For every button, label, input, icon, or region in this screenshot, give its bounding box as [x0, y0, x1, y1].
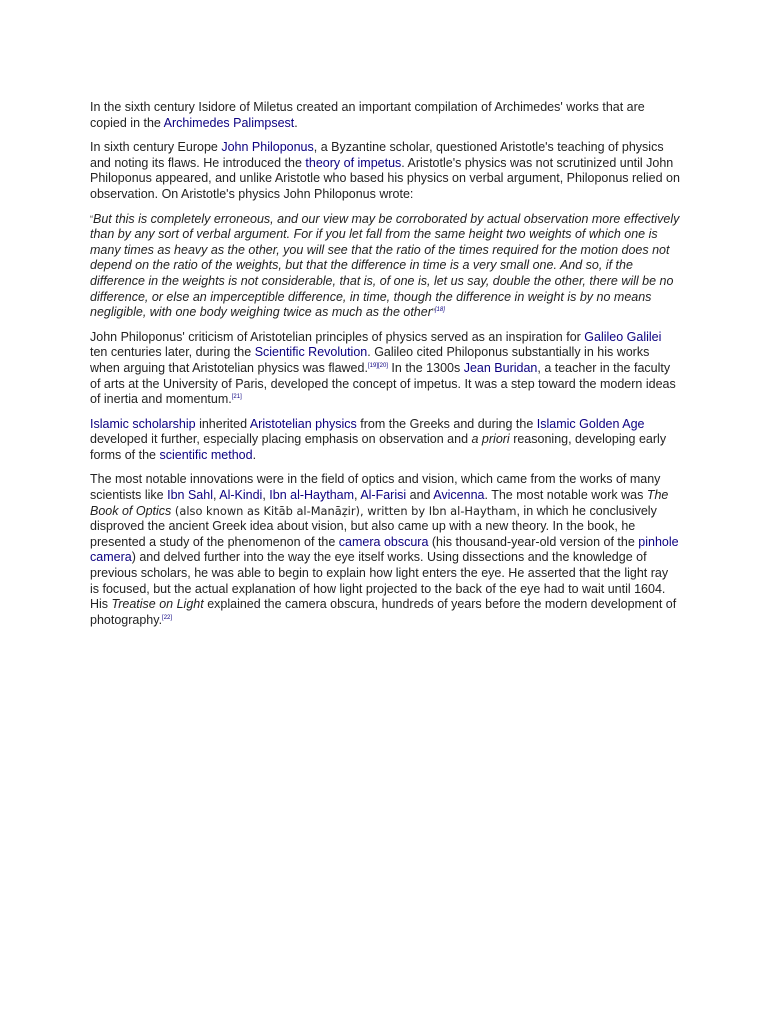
citation-21[interactable]: [21] [231, 393, 242, 400]
open-quote: “ [90, 213, 93, 224]
paragraph-islamic-scholarship [90, 417, 680, 464]
citation-19-20[interactable]: [19][20] [367, 362, 388, 369]
link-john-philoponus[interactable]: John Philoponus [221, 140, 314, 155]
text: . The most notable work was [484, 488, 647, 503]
text: The most notable innovations were in the field of optics and vision, which came from the works of many scientists like [90, 472, 661, 503]
link-camera-obscura[interactable]: camera obscura [338, 534, 429, 549]
link-avicenna[interactable]: Avicenna [433, 488, 485, 503]
text: . Galileo cited Philoponus substantially in his works when arguing that Aristotelian physics was flawed. [90, 345, 650, 375]
text: developed it further, especially placing emphasis on observation and [90, 432, 472, 447]
emphasis-a-priori: a priori [471, 432, 510, 447]
quote-text: But this is completely erroneous, and our view may be corroborated by actual observation more effectively than by any sort of verbal argument. For if you let fall from the same height two weights of which one is many times as heavy as the other, you will see that the ratio of the times required for the motion does not depend on the ratio of the weights, but that the difference in time is a very small one. And so, if the difference in the weights is not considerable, that is, of one is, let us say, double the other, there will be no difference, or else an imperceptible difference, in time, though the difference in weight is by no means negligible, with one body weighing twice as much as the other [90, 211, 680, 320]
text: , a Byzantine scholar, questioned Aristotle's teaching of physics and noting its flaws. He introduced the [90, 140, 664, 170]
text: , [262, 488, 270, 503]
text: . Aristotle's physics was not scrutinized until John Philoponus appeared, and unlike Aristotle who based his physics on verbal argument, Philoponus relied on observation. On Aristotle's physics John Philoponus wrote: [90, 155, 680, 201]
link-ibn-sahl[interactable]: Ibn Sahl [167, 488, 213, 503]
text: , [212, 488, 220, 503]
text: reasoning, developing early forms of the [90, 432, 667, 462]
text: . [252, 447, 257, 462]
citation-22[interactable]: [22] [162, 614, 173, 621]
link-scientific-method[interactable]: scientific method [159, 447, 253, 462]
link-al-kindi[interactable]: Al-Kindi [219, 488, 263, 503]
link-aristotelian-physics[interactable]: Aristotelian physics [249, 416, 357, 431]
paragraph-isidore [90, 100, 680, 131]
text: , in which he conclusively disproved the ancient Greek idea about vision, but also came up with a new theory. In the book, he presented a study of the phenomenon of the [90, 503, 657, 549]
emphasis-book-of-optics: The Book of Optics [90, 488, 669, 518]
paragraph-philoponus [90, 140, 680, 202]
close-quote: ” [431, 307, 435, 318]
paragraph-optics [90, 472, 680, 628]
link-islamic-golden-age[interactable]: Islamic Golden Age [536, 416, 645, 431]
text: (his thousand-year-old version of the [428, 534, 639, 549]
blockquote-philoponus [90, 212, 680, 321]
text: and [406, 488, 434, 503]
text: , a teacher in the faculty of arts at the University of Paris, developed the concept of impetus. It was a step toward the modern ideas of inertia and momentum. [90, 360, 676, 407]
emphasis-treatise-on-light: Treatise on Light [111, 597, 204, 612]
text: from the Greeks and during the [356, 416, 537, 431]
article-body [90, 100, 680, 637]
text: In the 1300s [387, 360, 464, 375]
link-scientific-revolution[interactable]: Scientific Revolution [254, 345, 368, 360]
text: , [354, 488, 361, 503]
text: inherited [195, 416, 250, 431]
link-theory-of-impetus[interactable]: theory of impetus [305, 155, 402, 170]
text: In the sixth century Isidore of Miletus created an important compilation of Archimedes' works that are copied in the [90, 100, 645, 130]
text: John Philoponus' criticism of Aristotelian principles of physics served as an inspiration for [90, 329, 585, 344]
link-pinhole-camera[interactable]: pinhole camera [90, 534, 679, 565]
transliteration-text: (also known as Kitāb al-Manāẓir), written by Ibn al-Haytham [171, 503, 517, 518]
text: ten centuries later, during the [90, 345, 255, 360]
link-islamic-scholarship[interactable]: Islamic scholarship [90, 416, 196, 431]
text: In sixth century Europe [90, 140, 222, 155]
citation-18[interactable]: [18] [434, 306, 445, 313]
link-al-farisi[interactable]: Al-Farisi [360, 488, 407, 503]
link-archimedes-palimpsest[interactable]: Archimedes Palimpsest [163, 115, 295, 130]
text: . [294, 115, 298, 130]
link-ibn-al-haytham[interactable]: Ibn al-Haytham [269, 488, 355, 503]
text: explained the camera obscura, hundreds of years before the modern development of photography. [90, 597, 677, 627]
paragraph-galileo [90, 330, 680, 408]
link-galileo-galilei[interactable]: Galileo Galilei [584, 329, 662, 344]
link-jean-buridan[interactable]: Jean Buridan [463, 360, 538, 375]
text: ) and delved further into the way the eye itself works. Using dissections and the knowledge of previous scholars, he was able to begin to explain how light enters the eye. He asserted that the light ray is focused, but the actual explanation of how light projected to the back of the eye had to wait until 1604. His [90, 550, 669, 612]
